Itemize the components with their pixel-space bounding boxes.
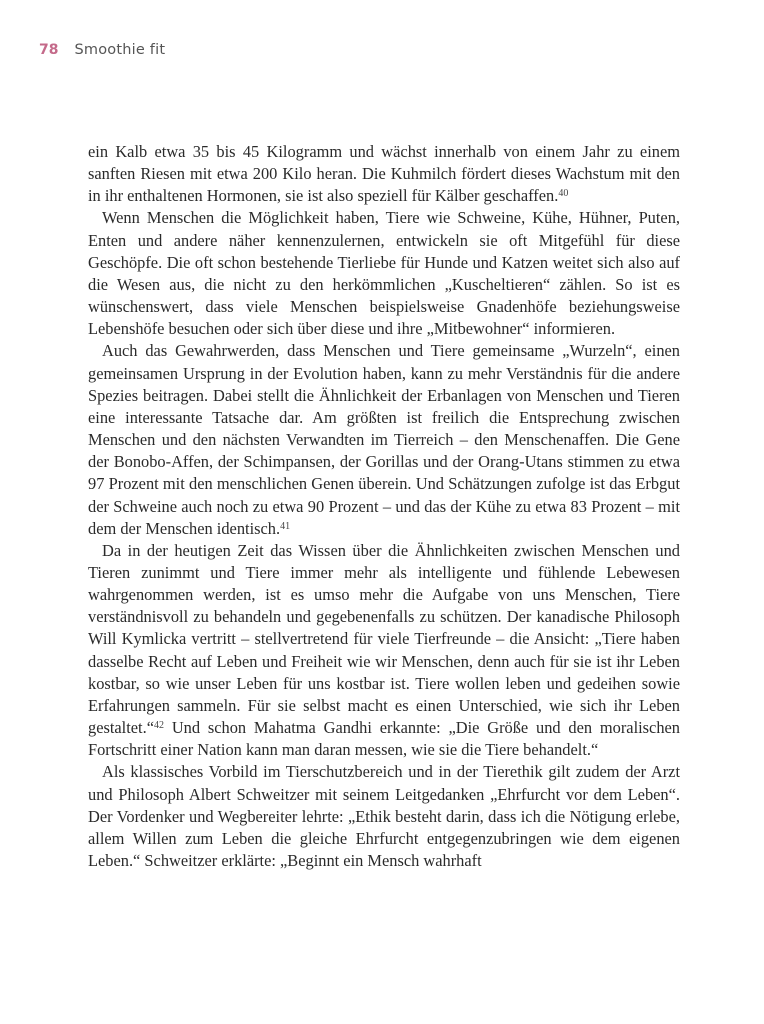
paragraph-2 bbox=[88, 207, 680, 340]
paragraph-4 bbox=[88, 540, 680, 762]
footnote-ref-40[interactable]: 40 bbox=[558, 188, 569, 200]
paragraph-text: Wenn Menschen die Möglichkeit haben, Tiere wie Schweine, Kühe, Hühner, Puten, Enten und andere näher kennenzulernen, entwickeln sie oft Mitgefühl für diese Geschöpfe. Die oft schon bestehende Tierliebe für Hunde und Katzen weitet sich also auf die Wesen aus, die nicht zu den herkömmlichen „Kuscheltieren“ zählen. So ist es wünschenswert, dass viele Menschen beispielsweise Gnadenhöfe beziehungsweise Lebenshöfe besuchen oder sich über diese und ihre „Mitbewohner“ informieren. bbox=[88, 208, 680, 339]
body-text bbox=[88, 141, 680, 872]
paragraph-text-continued: Und schon Mahatma Gandhi erkannte: „Die Größe und den moralischen Fortschritt einer Nation kann man daran messen, wie sie die Tiere behandelt.“ bbox=[88, 718, 680, 760]
running-header bbox=[39, 42, 165, 62]
paragraph-3 bbox=[88, 340, 680, 539]
footnote-ref-42[interactable]: 42 bbox=[154, 720, 164, 732]
paragraph-5 bbox=[88, 761, 680, 872]
paragraph-text: ein Kalb etwa 35 bis 45 Kilogramm und wächst innerhalb von einem Jahr zu einem sanften Riesen mit etwa 200 Kilo heran. Die Kuhmilch fördert dieses Wachstum mit den in ihr enthaltenen Hormonen, sie ist also speziell für Kälber geschaffen. bbox=[88, 142, 680, 206]
paragraph-text: Auch das Gewahrwerden, dass Menschen und Tiere gemeinsame „Wurzeln“, einen gemeinsamen Ursprung in der Evolution haben, kann zu mehr Verständnis für die andere Spezies beitragen. Dabei stellt die Ähnlichkeit der Erbanlagen von Menschen und Tieren eine interessante Tatsache dar. Am größten ist freilich die Entsprechung zwischen Menschen und den nächsten Verwandten im Tierreich – den Menschenaffen. Die Gene der Bonobo-Affen, der Schimpansen, der Gorillas und der Orang-Utans stimmen zu etwa 97 Prozent mit den menschlichen Genen überein. Und Schätzungen zufolge ist das Erbgut der Schweine auch noch zu etwa 90 Prozent – und das der Kühe zu etwa 83 Prozent – mit dem der Menschen identisch. bbox=[88, 341, 680, 538]
paragraph-text: Als klassisches Vorbild im Tierschutzbereich und in der Tierethik gilt zudem der Arzt und Philosoph Albert Schweitzer mit seinem Leitgedanken „Ehrfurcht vor dem Leben“. Der Vordenker und Wegbereiter lehrte: „Ethik besteht darin, dass ich die Nötigung erlebe, allem Willen zum Leben die gleiche Ehrfurcht entgegenzubringen wie dem eigenen Leben.“ Schweitzer erklärte: „Beginnt ein Mensch wahrhaft bbox=[88, 762, 680, 870]
paragraph-text: Da in der heutigen Zeit das Wissen über die Ähnlichkeiten zwischen Menschen und Tieren zunimmt und Tiere immer mehr als intelligente und fühlende Lebewesen wahrgenommen werden, ist es umso mehr die Aufgabe von uns Menschen, Tiere verständnisvoll zu behandeln und gegebenenfalls zu schützen. Der kanadische Philosoph Will Kymlicka vertritt – stellvertretend für viele Tierfreunde – die Ansicht: „Tiere haben dasselbe Recht auf Leben und Freiheit wie wir Menschen, denn auch für sie ist ihr Leben kostbar, so wie unser Leben für uns kostbar ist. Tiere wollen leben und gedeihen sowie Erfahrungen sammeln. Für sie selbst macht es einen Unterschied, wie sich ihr Leben gestaltet.“ bbox=[88, 540, 680, 738]
paragraph-1 bbox=[88, 141, 680, 207]
page-number: 78 bbox=[39, 42, 59, 58]
footnote-ref-41[interactable]: 41 bbox=[280, 520, 291, 532]
running-head-title: Smoothie fit bbox=[74, 42, 166, 58]
